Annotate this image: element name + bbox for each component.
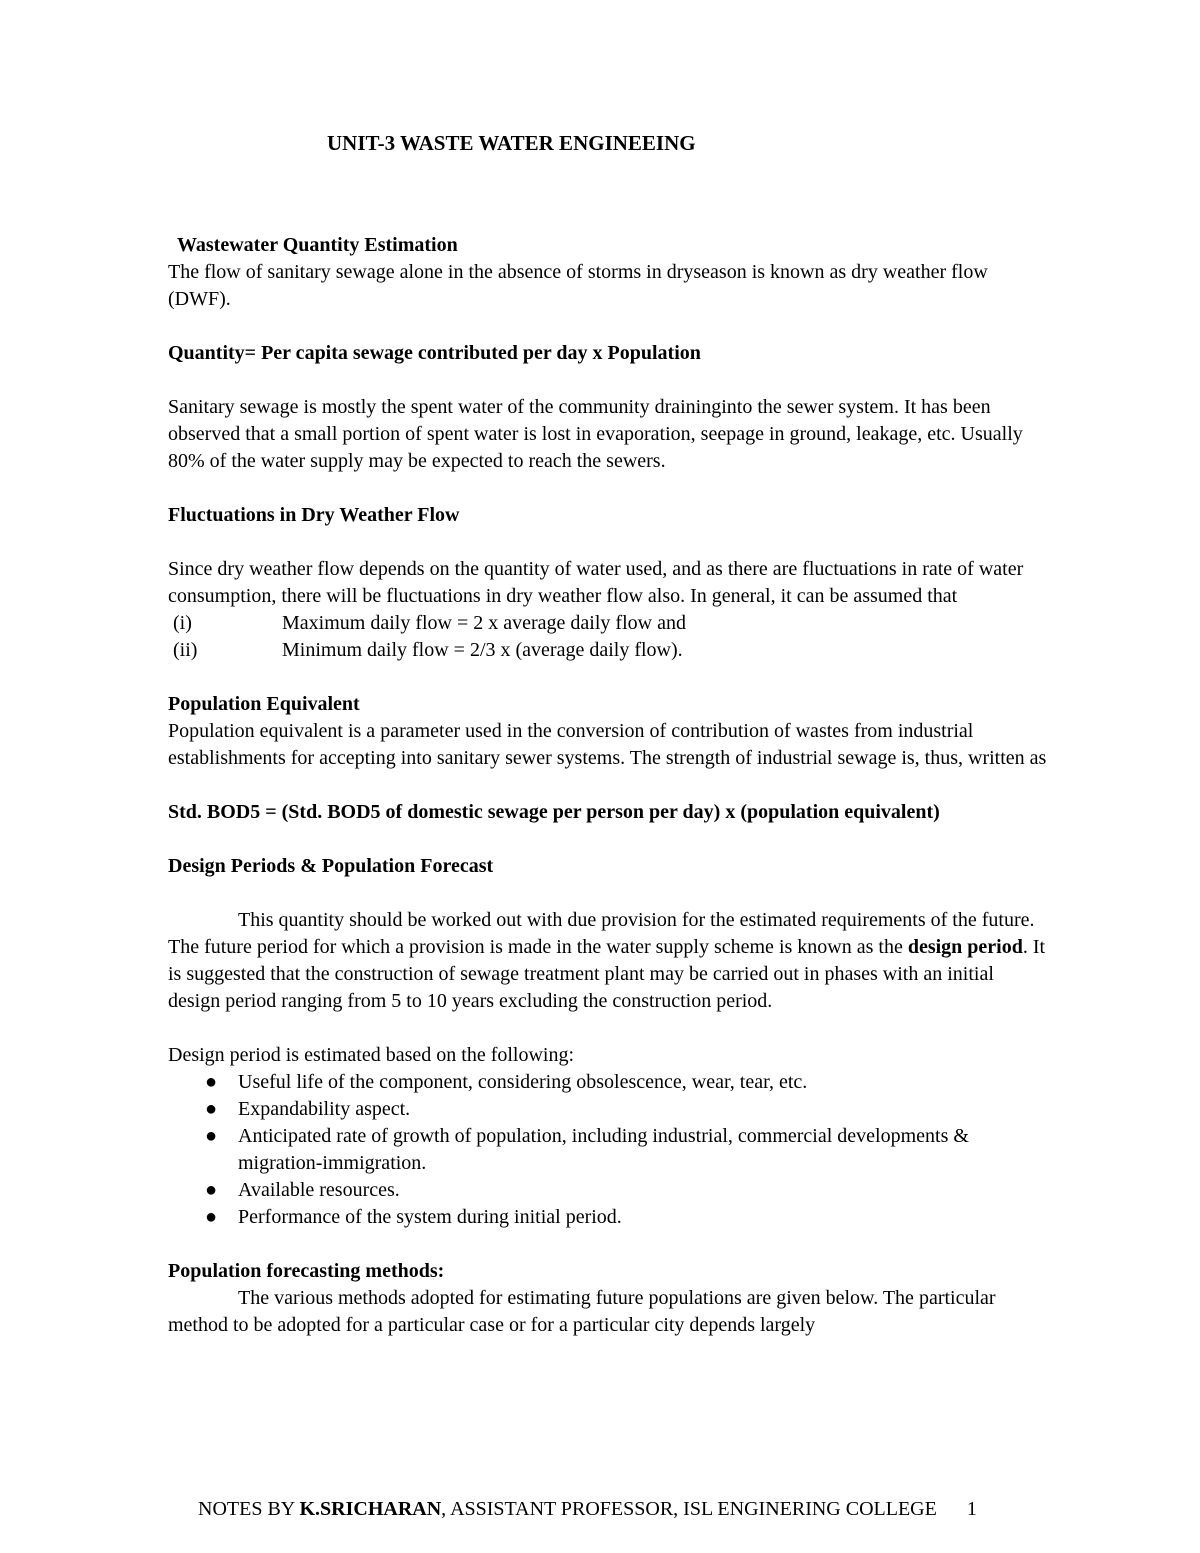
paragraph-design-period <box>168 907 1048 1015</box>
paragraph-text: This quantity should be worked out with due provision for the estimated requirements of the future. The future period for which a provision is made in the water supply scheme is known as the <box>168 909 1035 958</box>
page-title: UNIT-3 WASTE WATER ENGINEEING <box>327 131 696 155</box>
paragraph-fluctuations: Since dry weather flow depends on the quantity of water used, and as there are fluctuations in rate of water consumption, there will be fluctuations in dry weather flow also. In general, it can be assumed that <box>168 558 1024 607</box>
formula-bod5: Std. BOD5 = (Std. BOD5 of domestic sewage per person per day) x (population equivalent) <box>168 801 940 823</box>
bullet-list <box>168 1069 1048 1231</box>
document-body <box>168 232 1048 1339</box>
paragraph-forecasting-methods: The various methods adopted for estimating future populations are given below. The particular method to be adopted for a particular case or for a particular city depends largely <box>168 1287 996 1336</box>
list-item-number: (ii) <box>173 639 198 661</box>
page-number: 1 <box>966 1498 977 1520</box>
design-period-term: design period <box>907 936 1023 958</box>
bullet-icon: ● <box>205 1071 218 1093</box>
bullet-item <box>205 1177 1048 1204</box>
section-heading-population-equivalent: Population Equivalent <box>168 693 360 715</box>
bullet-text: Performance of the system during initial period. <box>238 1206 622 1228</box>
bullet-text: Available resources. <box>238 1179 400 1201</box>
bullet-item <box>205 1204 1048 1231</box>
list-item-text: Maximum daily flow = 2 x average daily flow and <box>282 612 686 634</box>
list-item-number: (i) <box>173 612 192 634</box>
bullet-icon: ● <box>205 1206 218 1228</box>
bullet-text: Anticipated rate of growth of population, including industrial, commercial developments & migration-immigration. <box>238 1125 969 1174</box>
footer-author: K.SRICHARAN <box>299 1498 442 1520</box>
bullet-text: Useful life of the component, considering obsolescence, wear, tear, etc. <box>238 1071 808 1093</box>
section-heading-quantity-estimation: Wastewater Quantity Estimation <box>177 234 458 256</box>
bullet-icon: ● <box>205 1179 218 1201</box>
bullet-text: Expandability aspect. <box>238 1098 411 1120</box>
paragraph-design-basis: Design period is estimated based on the following: <box>168 1044 575 1066</box>
page-footer <box>198 1498 977 1521</box>
list-item <box>168 610 1048 637</box>
bullet-icon: ● <box>205 1098 218 1120</box>
paragraph-population-equivalent: Population equivalent is a parameter used in the conversion of contribution of wastes from industrial establishments for accepting into sanitary sewer systems. The strength of industrial sewage is, thus, written as <box>168 720 1047 769</box>
paragraph-sanitary-sewage: Sanitary sewage is mostly the spent water of the community draininginto the sewer system. It has been observed that a small portion of spent water is lost in evaporation, seepage in ground, leakage, etc. Usually 80% of the water supply may be expected to reach the sewers. <box>168 396 1023 472</box>
bullet-item <box>205 1123 1048 1177</box>
bullet-item <box>205 1069 1048 1096</box>
section-heading-design-periods: Design Periods & Population Forecast <box>168 855 494 877</box>
list-item <box>168 637 1048 664</box>
bullet-icon: ● <box>205 1125 218 1147</box>
footer-suffix: , ASSISTANT PROFESSOR, ISL ENGINERING COLLEGE <box>441 1498 937 1520</box>
section-heading-forecasting-methods: Population forecasting methods: <box>168 1260 445 1282</box>
bullet-item <box>205 1096 1048 1123</box>
section-heading-fluctuations: Fluctuations in Dry Weather Flow <box>168 504 460 526</box>
formula-quantity: Quantity= Per capita sewage contributed per day x Population <box>168 342 701 364</box>
list-item-text: Minimum daily flow = 2/3 x (average daily flow). <box>282 639 683 661</box>
footer-prefix: NOTES BY <box>198 1498 300 1520</box>
paragraph-text: . It is suggested that the construction of sewage treatment plant may be carried out in phases with an initial design period ranging from 5 to 10 years excluding the construction period. <box>168 936 1046 1012</box>
paragraph-dwf-definition: The flow of sanitary sewage alone in the absence of storms in dryseason is known as dry weather flow (DWF). <box>168 261 988 310</box>
